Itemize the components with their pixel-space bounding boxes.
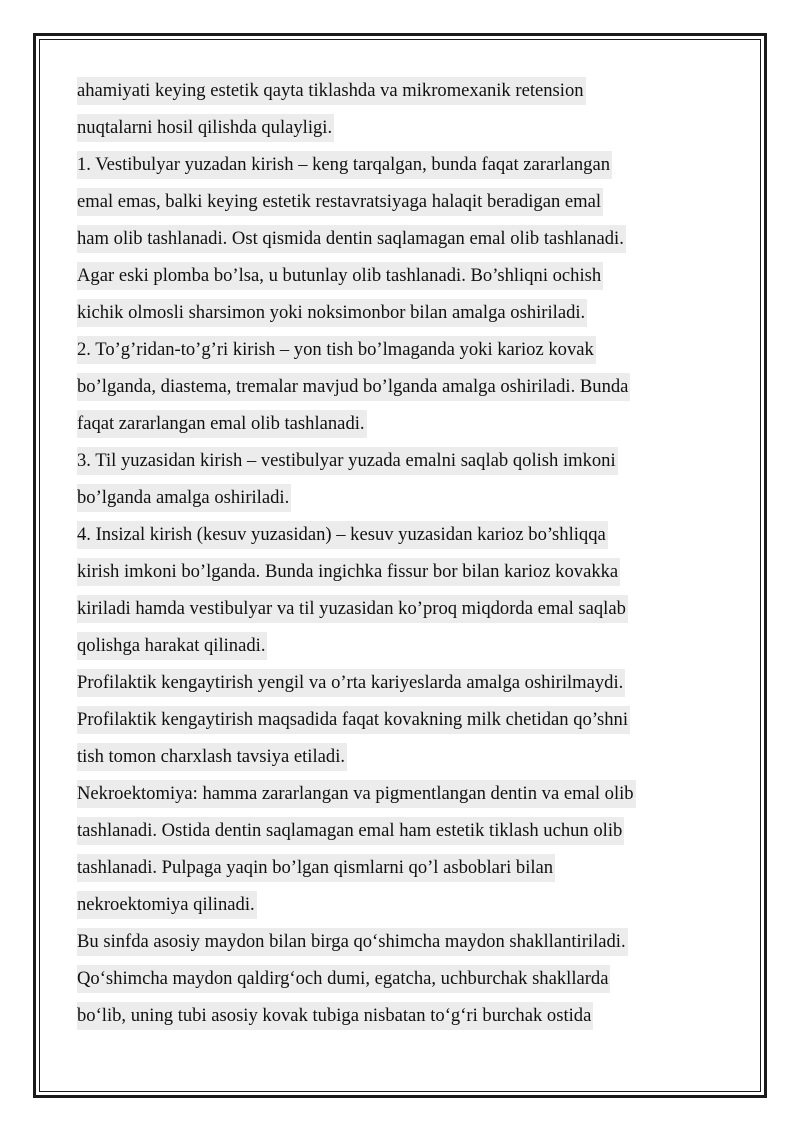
text-line: nekroektomiya qilinadi.	[77, 886, 737, 923]
text-line: kichik olmosli sharsimon yoki noksimonbor bilan amalga oshiriladi.	[77, 294, 737, 331]
text-line: ham olib tashlanadi. Ost qismida dentin saqlamagan emal olib tashlanadi.	[77, 220, 737, 257]
text-line: kiriladi hamda vestibulyar va til yuzasidan ko’proq miqdorda emal saqlab	[77, 590, 737, 627]
text-line: kirish imkoni bo’lganda. Bunda ingichka fissur bor bilan karioz kovakka	[77, 553, 737, 590]
text-line: 1. Vestibulyar yuzadan kirish – keng tarqalgan, bunda faqat zararlangan	[77, 146, 737, 183]
text-line: qolishga harakat qilinadi.	[77, 627, 737, 664]
text-line: bo‘lib, uning tubi asosiy kovak tubiga nisbatan to‘g‘ri burchak ostida	[77, 997, 737, 1034]
text-line: Profilaktik kengaytirish maqsadida faqat kovakning milk chetidan qo’shni	[77, 701, 737, 738]
text-line: Bu sinfda asosiy maydon bilan birga qo‘shimcha maydon shakllantiriladi.	[77, 923, 737, 960]
text-line: ahamiyati keying estetik qayta tiklashda va mikromexanik retension	[77, 72, 737, 109]
text-line: tashlanadi. Pulpaga yaqin bo’lgan qismlarni qo’l asboblari bilan	[77, 849, 737, 886]
text-line: 2. To’g’ridan-to’g’ri kirish – yon tish bo’lmaganda yoki karioz kovak	[77, 331, 737, 368]
text-line: bo’lganda amalga oshiriladi.	[77, 479, 737, 516]
text-line: tish tomon charxlash tavsiya etiladi.	[77, 738, 737, 775]
text-line: 4. Insizal kirish (kesuv yuzasidan) – kesuv yuzasidan karioz bo’shliqqa	[77, 516, 737, 553]
text-line: tashlanadi. Ostida dentin saqlamagan emal ham estetik tiklash uchun olib	[77, 812, 737, 849]
text-line: Profilaktik kengaytirish yengil va o’rta kariyeslarda amalga oshirilmaydi.	[77, 664, 737, 701]
document-body	[77, 72, 737, 1034]
text-line: emal emas, balki keying estetik restavratsiyaga halaqit beradigan emal	[77, 183, 737, 220]
text-line: Agar eski plomba bo’lsa, u butunlay olib tashlanadi. Bo’shliqni ochish	[77, 257, 737, 294]
text-line: Qo‘shimcha maydon qaldirg‘och dumi, egatcha, uchburchak shakllarda	[77, 960, 737, 997]
text-line: faqat zararlangan emal olib tashlanadi.	[77, 405, 737, 442]
text-line: 3. Til yuzasidan kirish – vestibulyar yuzada emalni saqlab qolish imkoni	[77, 442, 737, 479]
text-line: nuqtalarni hosil qilishda qulayligi.	[77, 109, 737, 146]
text-line: Nekroektomiya: hamma zararlangan va pigmentlangan dentin va emal olib	[77, 775, 737, 812]
text-line: bo’lganda, diastema, tremalar mavjud bo’lganda amalga oshiriladi. Bunda	[77, 368, 737, 405]
